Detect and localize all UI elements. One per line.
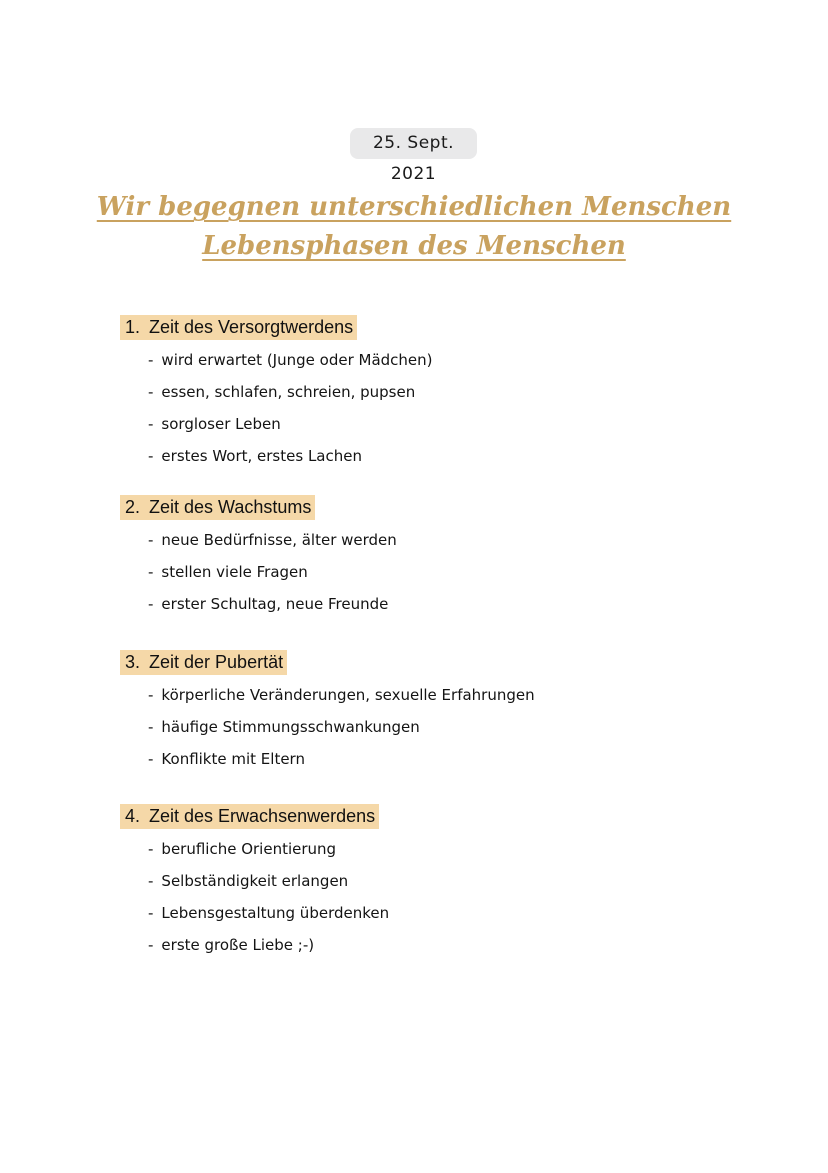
section-number: 1. <box>125 317 141 337</box>
section-number: 3. <box>125 652 141 672</box>
list-item: - sorgloser Leben <box>148 415 281 433</box>
list-item: - berufliche Orientierung <box>148 840 337 858</box>
list-item: - häufige Stimmungsschwankungen <box>148 718 420 736</box>
list-item: - erster Schultag, neue Freunde <box>148 595 389 613</box>
list-item: - essen, schlafen, schreien, pupsen <box>148 383 416 401</box>
section-heading <box>120 315 357 340</box>
section-heading <box>120 495 315 520</box>
section-title: Zeit der Pubertät <box>149 652 284 672</box>
list-item: - Lebensgestaltung überdenken <box>148 904 390 922</box>
list-item: - körperliche Veränderungen, sexuelle Erfahrungen <box>148 686 535 704</box>
bullet-list <box>120 679 720 775</box>
bullet-list <box>120 524 720 620</box>
list-item: - erste große Liebe ;-) <box>148 936 315 954</box>
section-heading <box>120 650 287 675</box>
date-badge: 25. Sept. 2021 <box>350 128 477 159</box>
page-title: Wir begegnen unterschiedlichen Menschen <box>96 192 732 222</box>
page-subtitle: Lebensphasen des Menschen <box>202 231 626 261</box>
bullet-list <box>120 833 720 961</box>
list-item: - stellen viele Fragen <box>148 563 308 581</box>
section-3 <box>120 650 720 775</box>
list-item: - wird erwartet (Junge oder Mädchen) <box>148 351 433 369</box>
section-number: 4. <box>125 806 141 826</box>
bullet-list <box>120 344 720 472</box>
section-2 <box>120 495 720 620</box>
list-item: - neue Bedürfnisse, älter werden <box>148 531 397 549</box>
section-4 <box>120 804 720 961</box>
section-heading <box>120 804 379 829</box>
section-number: 2. <box>125 497 141 517</box>
section-1 <box>120 315 720 472</box>
section-title: Zeit des Wachstums <box>149 497 312 517</box>
list-item: - Selbständigkeit erlangen <box>148 872 349 890</box>
section-title: Zeit des Erwachsenwerdens <box>149 806 376 826</box>
section-title: Zeit des Versorgtwerdens <box>149 317 354 337</box>
list-item: - Konflikte mit Eltern <box>148 750 305 768</box>
list-item: - erstes Wort, erstes Lachen <box>148 447 362 465</box>
